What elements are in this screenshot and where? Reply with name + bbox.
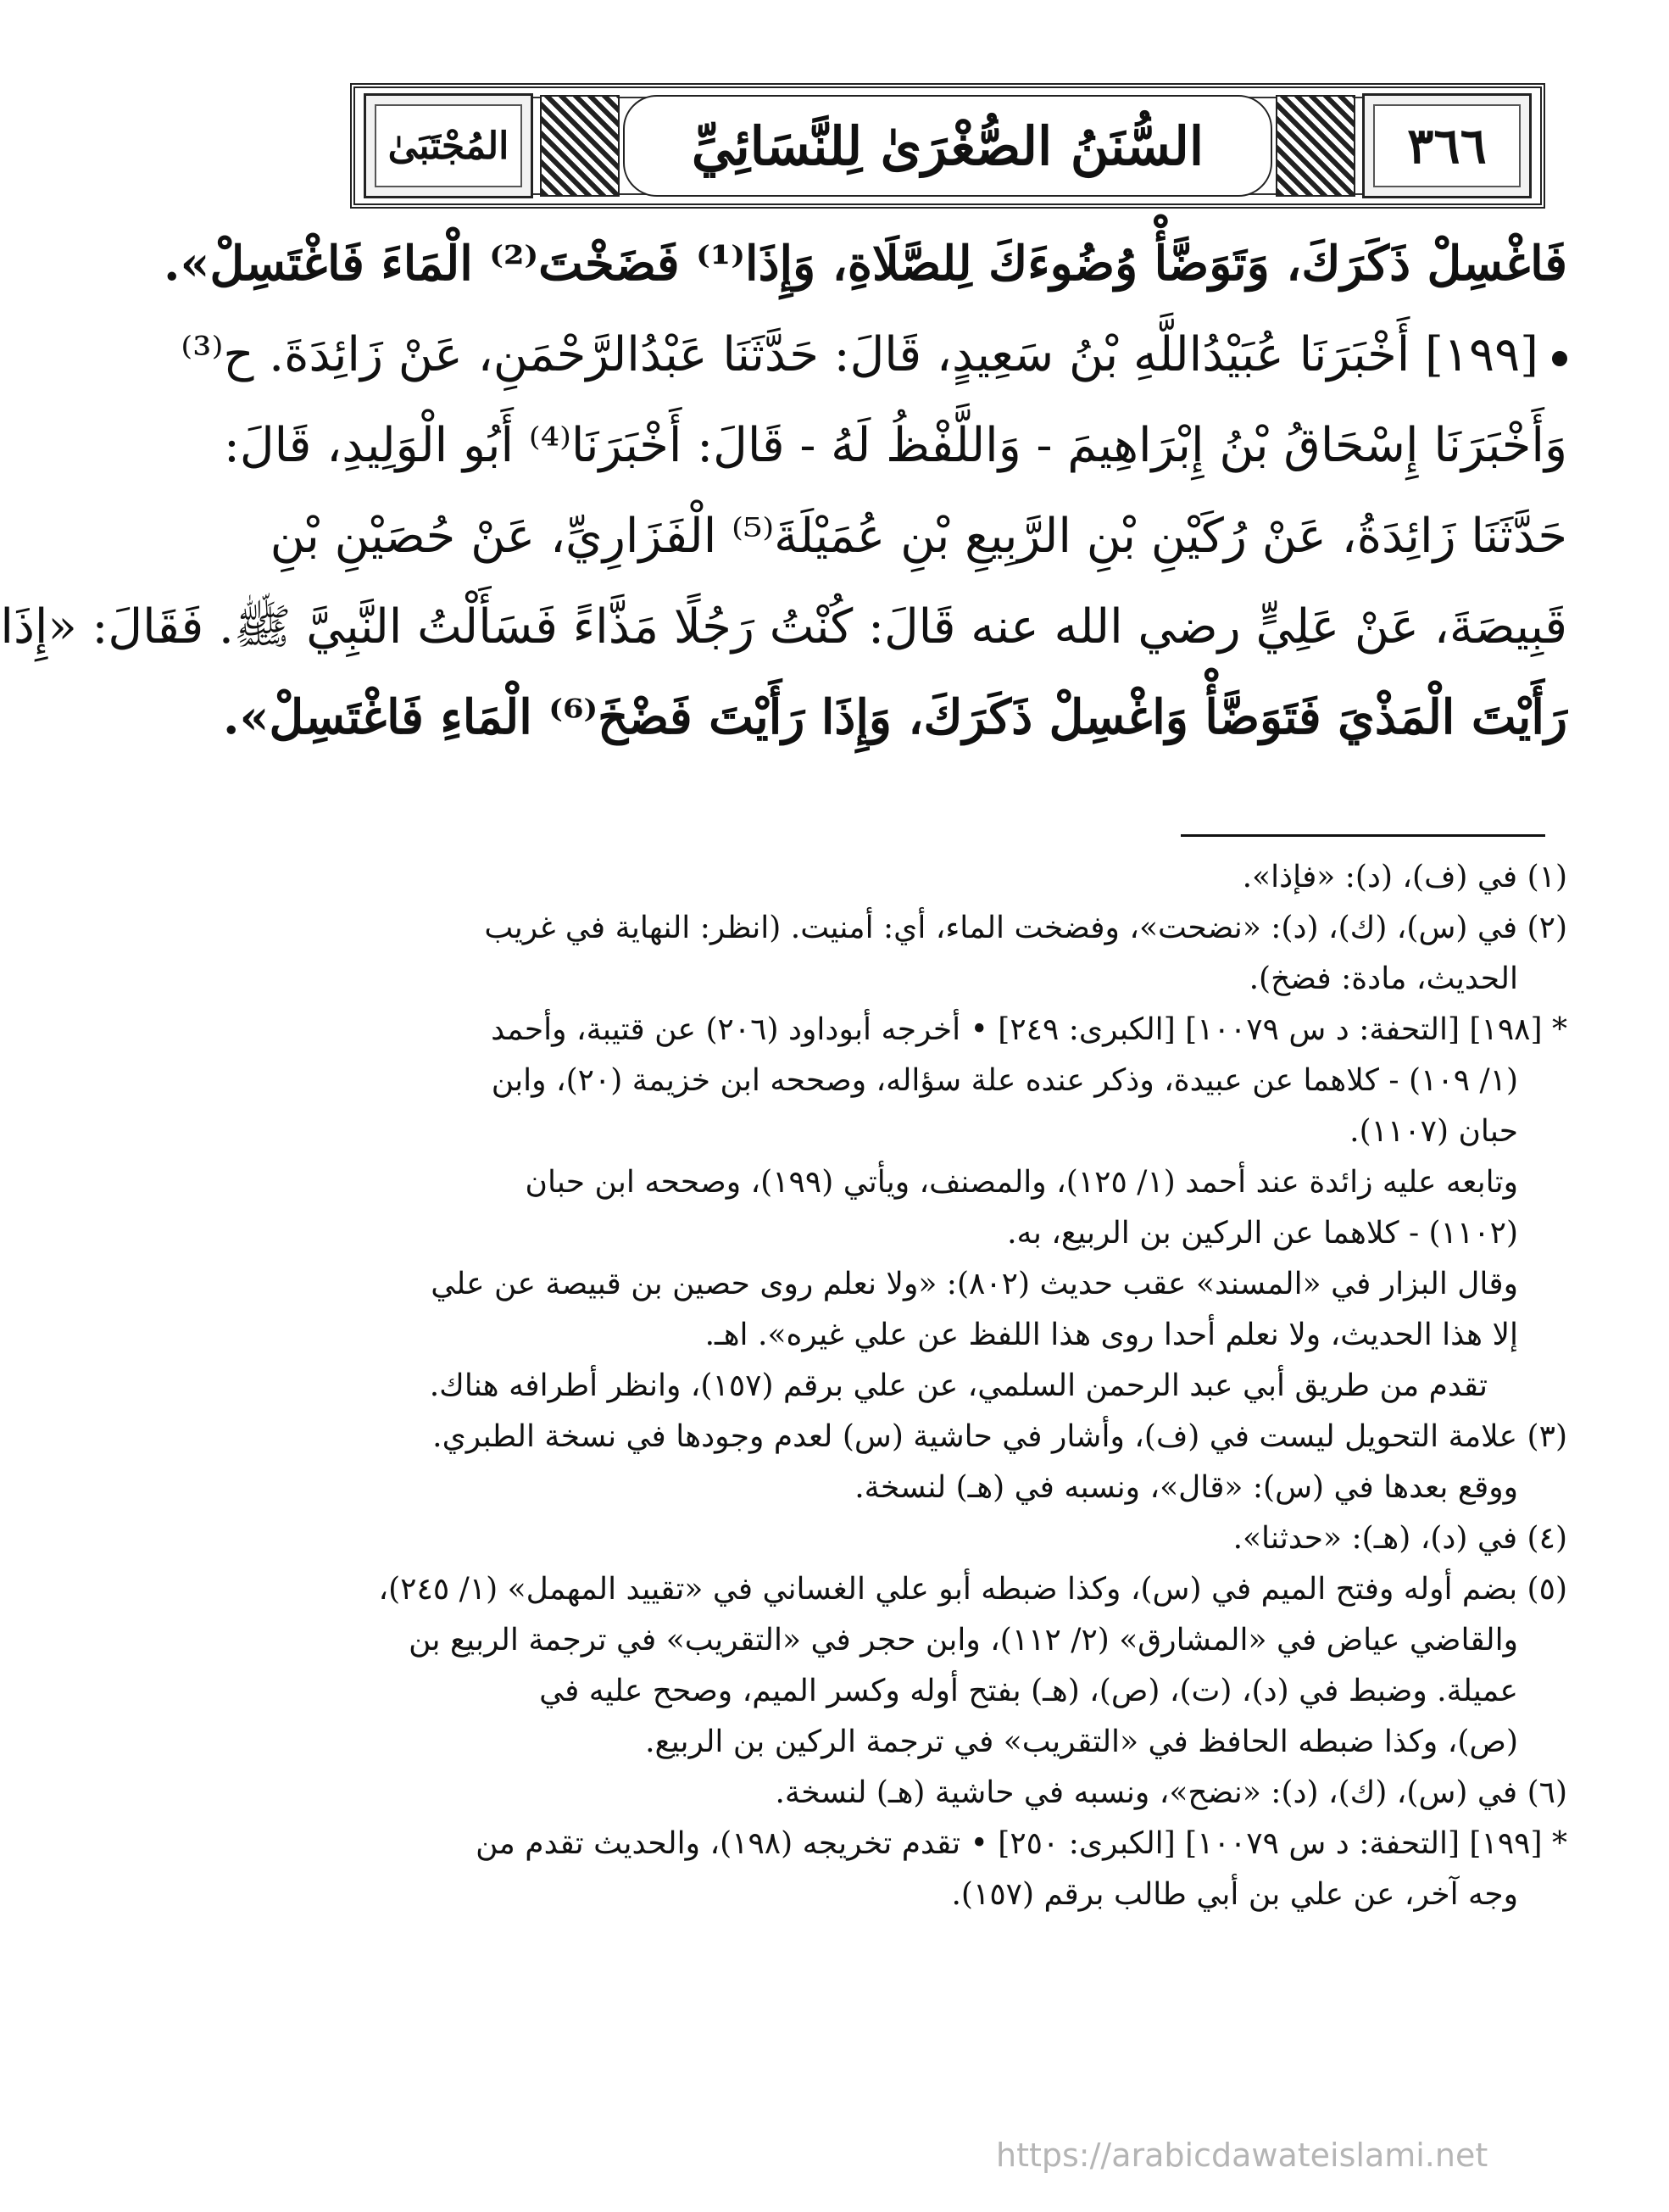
footnote-5: (٥) بضم أوله وفتح الميم في (س)، وكذا ضبطه أبو علي الغساني في «تقييد المهمل» (١/ ٢٤٥)، bbox=[378, 1572, 1567, 1607]
text-line: قَبِيصَةَ، عَنْ عَلِيٍّ رضي الله عنه قَالَ: كُنْتُ رَجُلًا مَذَّاءً فَسَأَلْتُ النَّبِيَّ ﷺ. فَقَالَ: «إِذَا bbox=[0, 599, 1567, 655]
takhrij-198-cont: تقدم من طريق أبي عبد الرحمن السلمي، عن علي برقم (١٥٧)، وانظر أطرافه هناك. bbox=[429, 1368, 1488, 1403]
page-number: ٣٦٦ bbox=[1407, 117, 1487, 175]
book-label-cartouche bbox=[364, 93, 533, 198]
footnote-5-cont: عميلة. وضبط في (د)، (ت)، (ص)، (هـ) بفتح أوله وكسر الميم، وصحح عليه في bbox=[539, 1674, 1518, 1708]
takhrij-198-cont: (١/ ١٠٩) - كلاهما عن عبيدة، وذكر عنده علة سؤاله، وصححه ابن خزيمة (٢٠)، وابن bbox=[491, 1063, 1518, 1098]
text-line: فَاغْسِلْ ذَكَرَكَ، وَتَوَضَّأْ وُضُوءَكَ لِلصَّلَاةِ، وَإِذَا⁽¹⁾ فَضَخْتَ⁽²⁾ الْمَاءَ فَاغْتَسِلْ». bbox=[164, 236, 1567, 292]
footnote-4: (٤) في (د)، (هـ): «حدثنا». bbox=[1232, 1521, 1567, 1556]
footnote-6: (٦) في (س)، (ك)، (د): «نضح»، ونسبه في حاشية (هـ) لنسخة. bbox=[775, 1775, 1567, 1810]
footnote-2-cont: الحديث، مادة: فضخ). bbox=[1249, 961, 1518, 996]
takhrij-198-cont: وتابعه عليه زائدة عند أحمد (١/ ١٢٥)، والمصنف، ويأتي (١٩٩)، وصححه ابن حبان bbox=[525, 1165, 1518, 1200]
book-title: السُّنَنُ الصُّغْرَىٰ لِلنَّسَائِيِّ bbox=[691, 114, 1204, 177]
bullet-icon bbox=[1552, 351, 1567, 366]
watermark-url: https://arabicdawateislami.net bbox=[996, 2137, 1488, 2174]
footnote-3: (٣) علامة التحويل ليست في (ف)، وأشار في حاشية (س) لعدم وجودها في نسخة الطبري. bbox=[432, 1419, 1567, 1454]
takhrij-199-cont: وجه آخر، عن علي بن أبي طالب برقم (١٥٧). bbox=[951, 1877, 1518, 1912]
text-line: وَأَخْبَرَنَا إِسْحَاقُ بْنُ إِبْرَاهِيمَ - وَاللَّفْظُ لَهُ - قَالَ: أَخْبَرَنَا⁽⁴⁾ أَبُو الْوَلِيدِ، قَالَ: bbox=[224, 418, 1567, 473]
footnote-3-cont: ووقع بعدها في (س): «قال»، ونسبه في (هـ) لنسخة. bbox=[854, 1470, 1518, 1505]
page-header bbox=[350, 83, 1545, 209]
ornament-left bbox=[540, 95, 620, 197]
main-text bbox=[0, 219, 1567, 763]
takhrij-199: * [١٩٩] [التحفة: د س ١٠٠٧٩] [الكبرى: ٢٥٠] • تقدم تخريجه (١٩٨)، والحديث تقدم من bbox=[476, 1826, 1567, 1861]
footnote-2: (٢) في (س)، (ك)، (د): «نضحت»، وفضخت الماء، أي: أمنيت. (انظر: النهاية في غريب bbox=[484, 911, 1567, 945]
takhrij-198-cont: (١١٠٢) - كلاهما عن الركين بن الربيع، به. bbox=[1007, 1216, 1518, 1251]
hadith-199-line bbox=[181, 309, 1567, 400]
footnotes bbox=[316, 852, 1567, 1920]
takhrij-198-cont: حبان (١١٠٧). bbox=[1349, 1114, 1518, 1149]
ornament-right bbox=[1276, 95, 1355, 197]
footnote-5-cont: والقاضي عياض في «المشارق» (٢/ ١١٢)، وابن حجر في «التقريب» في ترجمة الربيع بن bbox=[409, 1623, 1518, 1658]
book-label: المُجْتَبَىٰ bbox=[387, 124, 509, 168]
footnote-separator bbox=[1181, 834, 1545, 837]
text-line: رَأَيْتَ الْمَذْيَ فَتَوَضَّأْ وَاغْسِلْ ذَكَرَكَ، وَإِذَا رَأَيْتَ فَضْخَ⁽⁶⁾ الْمَاءِ فَاغْتَسِلْ». bbox=[223, 689, 1567, 745]
text-line: [١٩٩] أَخْبَرَنَا عُبَيْدُاللَّهِ بْنُ سَعِيدٍ، قَالَ: حَدَّثَنَا عَبْدُالرَّحْمَنِ، عَنْ زَائِدَةَ. ح⁽³⁾ bbox=[181, 327, 1538, 382]
takhrij-198-cont: إلا هذا الحديث، ولا نعلم أحدا روى هذا اللفظ عن علي غيره». اهـ. bbox=[704, 1318, 1518, 1352]
title-box bbox=[623, 95, 1272, 197]
footnote-1: (١) في (ف)، (د): «فإذا». bbox=[1242, 860, 1567, 894]
page-number-cartouche bbox=[1362, 93, 1532, 198]
takhrij-198: * [١٩٨] [التحفة: د س ١٠٠٧٩] [الكبرى: ٢٤٩] • أخرجه أبوداود (٢٠٦) عن قتيبة، وأحمد bbox=[491, 1012, 1567, 1047]
takhrij-198-cont: وقال البزار في «المسند» عقب حديث (٨٠٢): «ولا نعلم روى حصين بن قبيصة عن علي bbox=[431, 1267, 1518, 1301]
text-line: حَدَّثَنَا زَائِدَةُ، عَنْ رُكَيْنِ بْنِ الرَّبِيعِ بْنِ عُمَيْلَةَ⁽⁵⁾ الْفَزَارِيِّ، عَنْ حُصَيْنِ بْنِ bbox=[270, 509, 1567, 564]
footnote-5-cont: (ص)، وكذا ضبطه الحافظ في «التقريب» في ترجمة الركين بن الربيع. bbox=[645, 1724, 1518, 1759]
